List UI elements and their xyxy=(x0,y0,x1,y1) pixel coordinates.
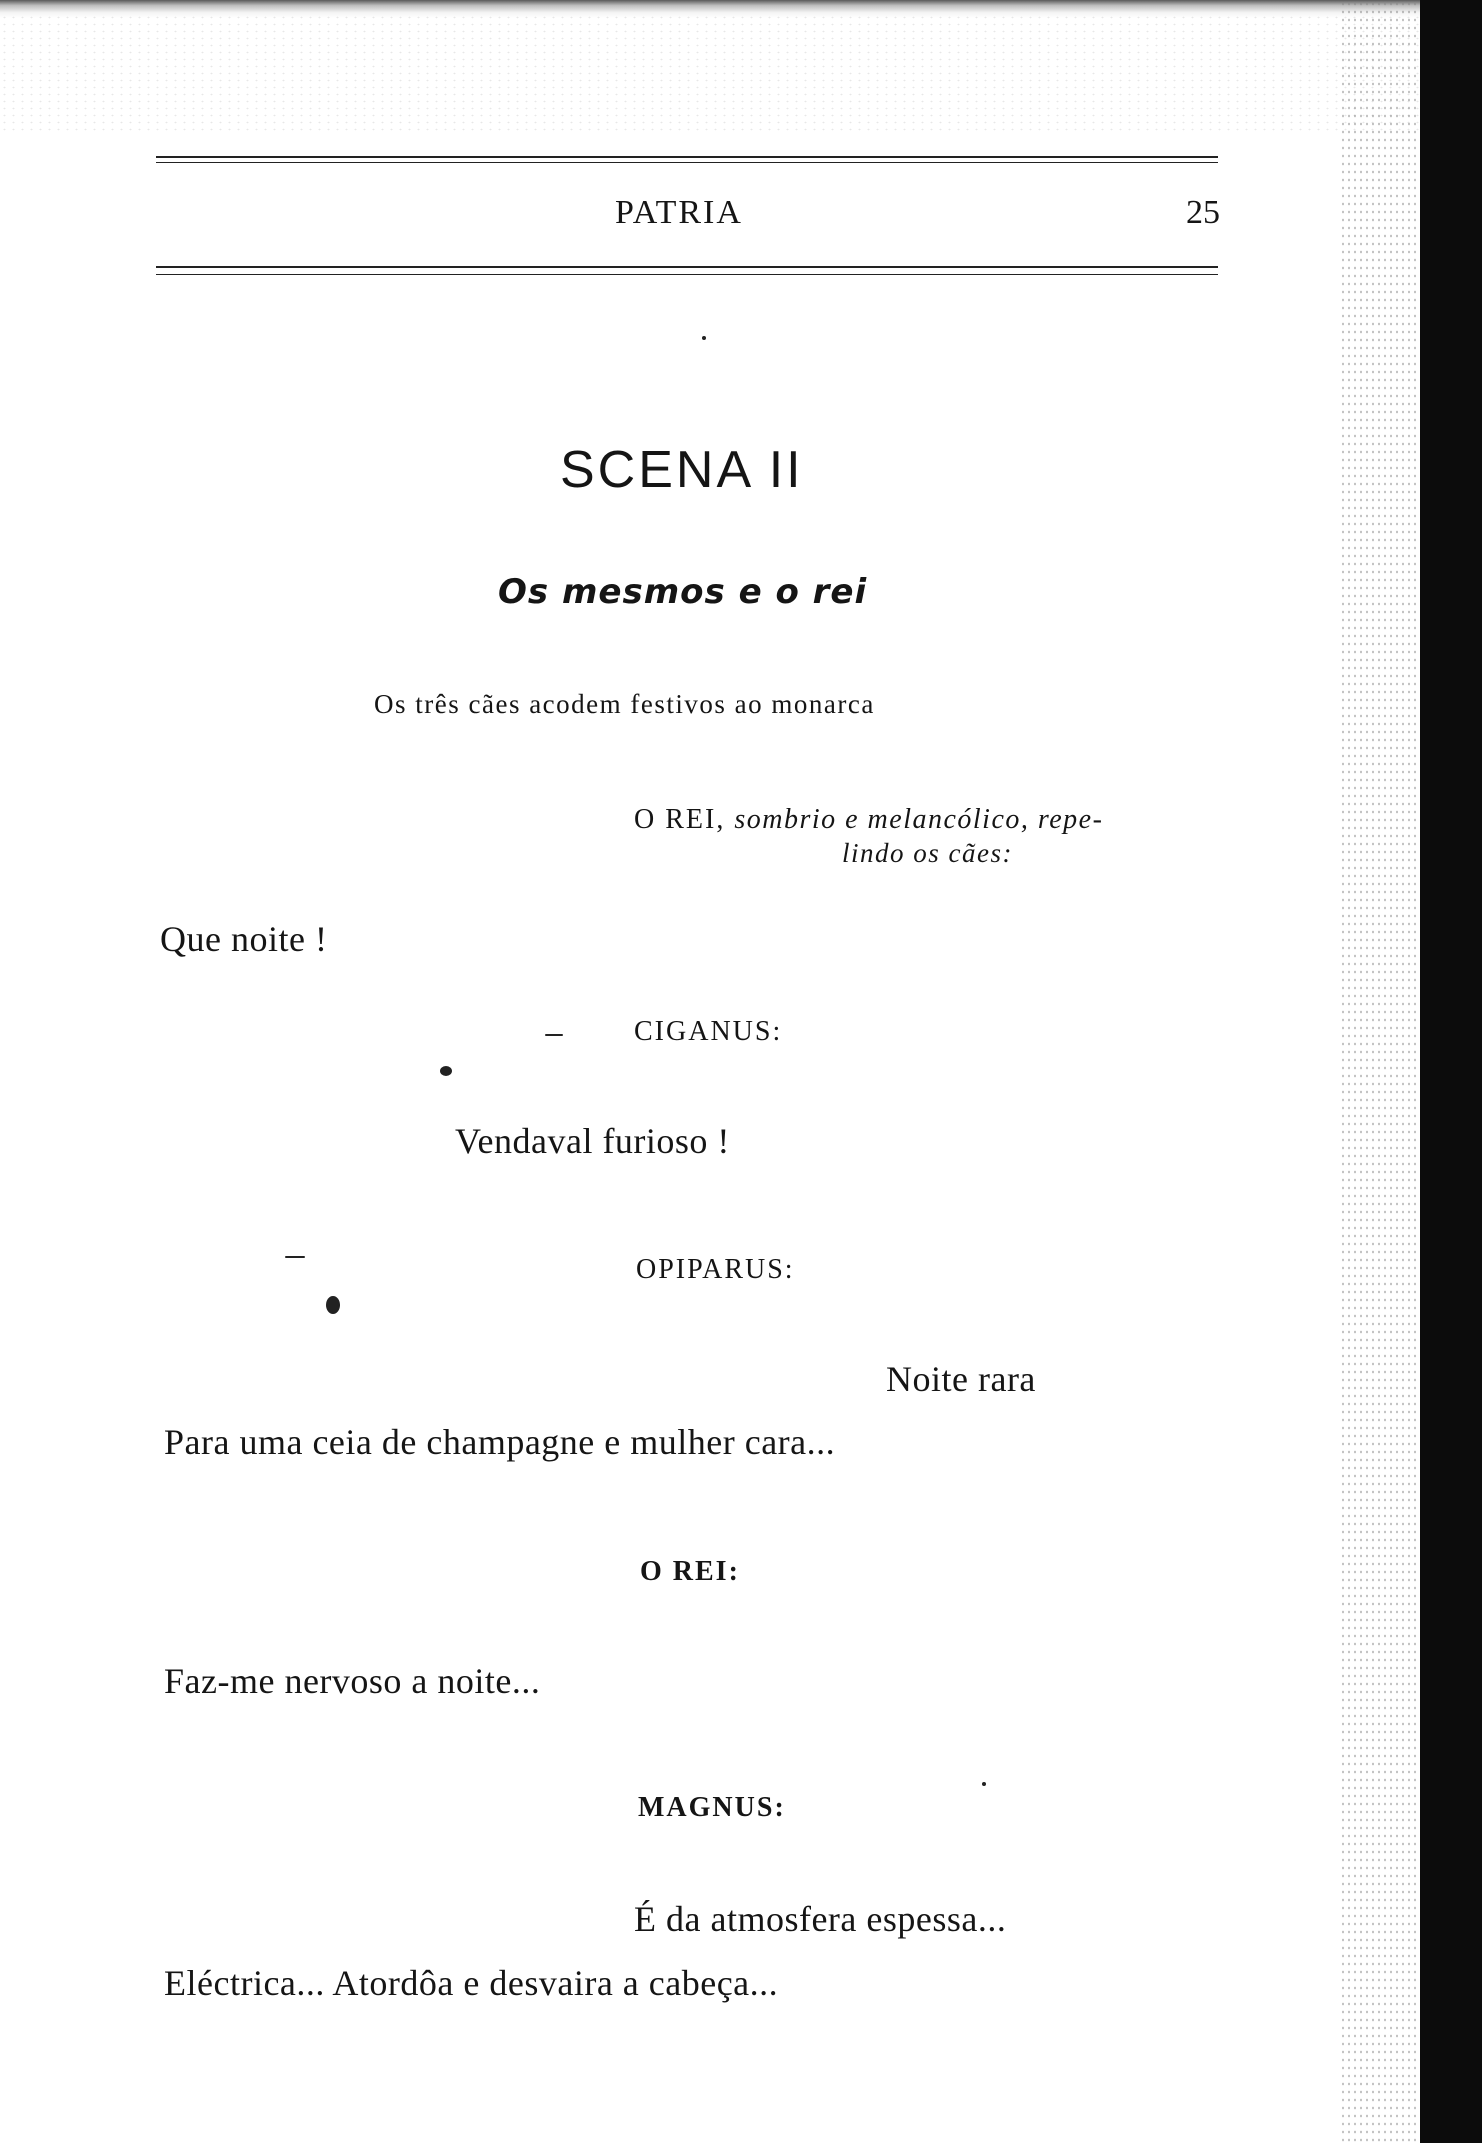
verse-line: Que noite ! xyxy=(160,919,328,959)
verse-line: Vendaval furioso ! xyxy=(455,1121,730,1161)
ink-speck xyxy=(326,1296,340,1314)
scan-binding-edge xyxy=(1420,0,1482,2143)
ink-speck xyxy=(440,1066,452,1076)
header-rule-top xyxy=(156,156,1218,158)
header-rule-bottom xyxy=(156,266,1218,268)
running-header-title: PATRIA xyxy=(615,194,743,231)
speaker-name: O REI: xyxy=(640,1556,740,1587)
verse-line: Faz-me nervoso a noite... xyxy=(164,1661,541,1701)
ink-speck xyxy=(982,1782,986,1786)
speaker-label: O REI, xyxy=(634,804,726,835)
stage-direction: Os três cães acodem festivos ao monarca xyxy=(374,689,875,719)
verse-line: Noite rara xyxy=(886,1359,1036,1399)
verse-line: Eléctrica... Atordôa e desvaira a cabeça... xyxy=(164,1963,779,2003)
speaker-name: OPIPARUS: xyxy=(636,1254,795,1285)
speaker-note: sombrio e melancólico, repe- xyxy=(734,804,1104,835)
speaker-name: CIGANUS: xyxy=(634,1016,783,1047)
ink-speck xyxy=(702,336,706,340)
verse-line: Para uma ceia de champagne e mulher cara... xyxy=(164,1422,836,1462)
header-rule-top-thin xyxy=(156,162,1218,163)
scene-subtitle: Os mesmos e o rei xyxy=(498,572,868,612)
ink-speck xyxy=(545,1034,563,1036)
page-number: 25 xyxy=(1186,194,1220,231)
speaker-note-continued: lindo os cães: xyxy=(842,838,1013,868)
scene-title: SCENA II xyxy=(560,441,804,499)
verse-line: É da atmosfera espessa... xyxy=(634,1899,1007,1939)
ink-speck xyxy=(285,1256,305,1258)
scan-binding-shadow xyxy=(1340,0,1420,2143)
scan-noise xyxy=(0,14,1420,134)
speaker-name xyxy=(634,804,1103,836)
header-rule-bottom-thin xyxy=(156,274,1218,275)
speaker-name: MAGNUS: xyxy=(638,1792,786,1823)
